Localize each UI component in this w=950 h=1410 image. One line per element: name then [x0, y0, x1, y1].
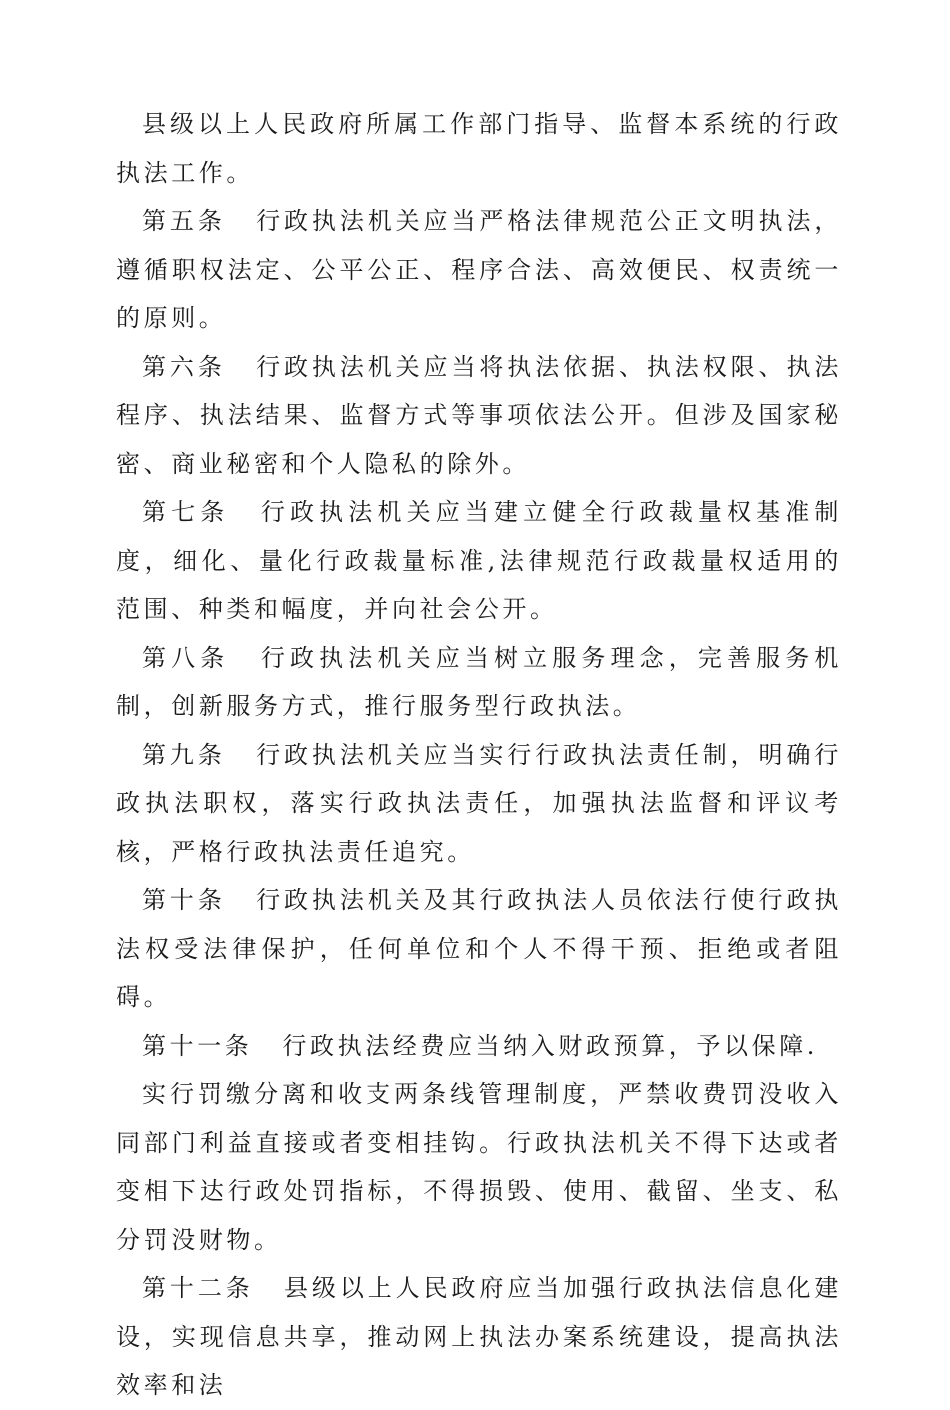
article-text: 行政执法机关应当将执法依据、执法权限、执法程序、执法结果、监督方式等事项依法公开。但涉及国家秘密、商业秘密和个人隐私的除外。: [116, 352, 842, 478]
article-text: 行政执法经费应当纳入财政预算，予以保障.: [282, 1031, 819, 1060]
article-9: [116, 731, 842, 877]
article-label: 第八条: [142, 643, 230, 672]
article-label: 第十一条: [142, 1031, 253, 1060]
article-5: [116, 197, 842, 343]
article-text: 行政执法机关应当树立服务理念，完善服务机制，创新服务方式，推行服务型行政执法。: [116, 643, 842, 720]
article-label: 第十条: [142, 886, 226, 914]
article-8: [116, 634, 842, 731]
article-7: [116, 488, 842, 634]
article-text: 县级以上人民政府应当加强行政执法信息化建设，实现信息共享，推动网上执法办案系统建设，提高执法效率和法: [116, 1274, 842, 1399]
article-text: 行政执法机关及其行政执法人员依法行使行政执法权受法律保护，任何单位和个人不得干预、拒绝或者阻碍。: [116, 886, 842, 1011]
article-text: 行政执法机关应当建立健全行政裁量权基准制度，细化、量化行政裁量标准,法律规范行政裁量权适用的范围、种类和幅度，并向社会公开。: [116, 498, 842, 623]
article-12: [116, 1264, 842, 1410]
document-body: [116, 100, 842, 1410]
article-11: [116, 1022, 842, 1071]
article-text: 行政执法机关应当严格法律规范公正文明执法，遵循职权法定、公平公正、程序合法、高效便民、权责统一的原则。: [116, 207, 842, 332]
paragraph: [116, 100, 842, 197]
paragraph: [116, 1070, 842, 1264]
article-label: 第五条: [142, 207, 226, 235]
article-label: 第七条: [142, 498, 230, 526]
article-label: 第六条: [142, 352, 226, 381]
article-label: 第九条: [142, 740, 226, 769]
paragraph-text: 实行罚缴分离和收支两条线管理制度，严禁收费罚没收入同部门利益直接或者变相挂钩。行政执法机关不得下达或者变相下达行政处罚指标，不得损毁、使用、截留、坐支、私分罚没财物。: [116, 1080, 842, 1254]
paragraph-text: 县级以上人民政府所属工作部门指导、监督本系统的行政执法工作。: [116, 110, 842, 187]
article-text: 行政执法机关应当实行行政执法责任制，明确行政执法职权，落实行政执法责任，加强执法监督和评议考核，严格行政执法责任追究。: [116, 740, 842, 866]
article-6: [116, 343, 842, 489]
article-label: 第十二条: [142, 1274, 254, 1302]
article-10: [116, 876, 842, 1022]
